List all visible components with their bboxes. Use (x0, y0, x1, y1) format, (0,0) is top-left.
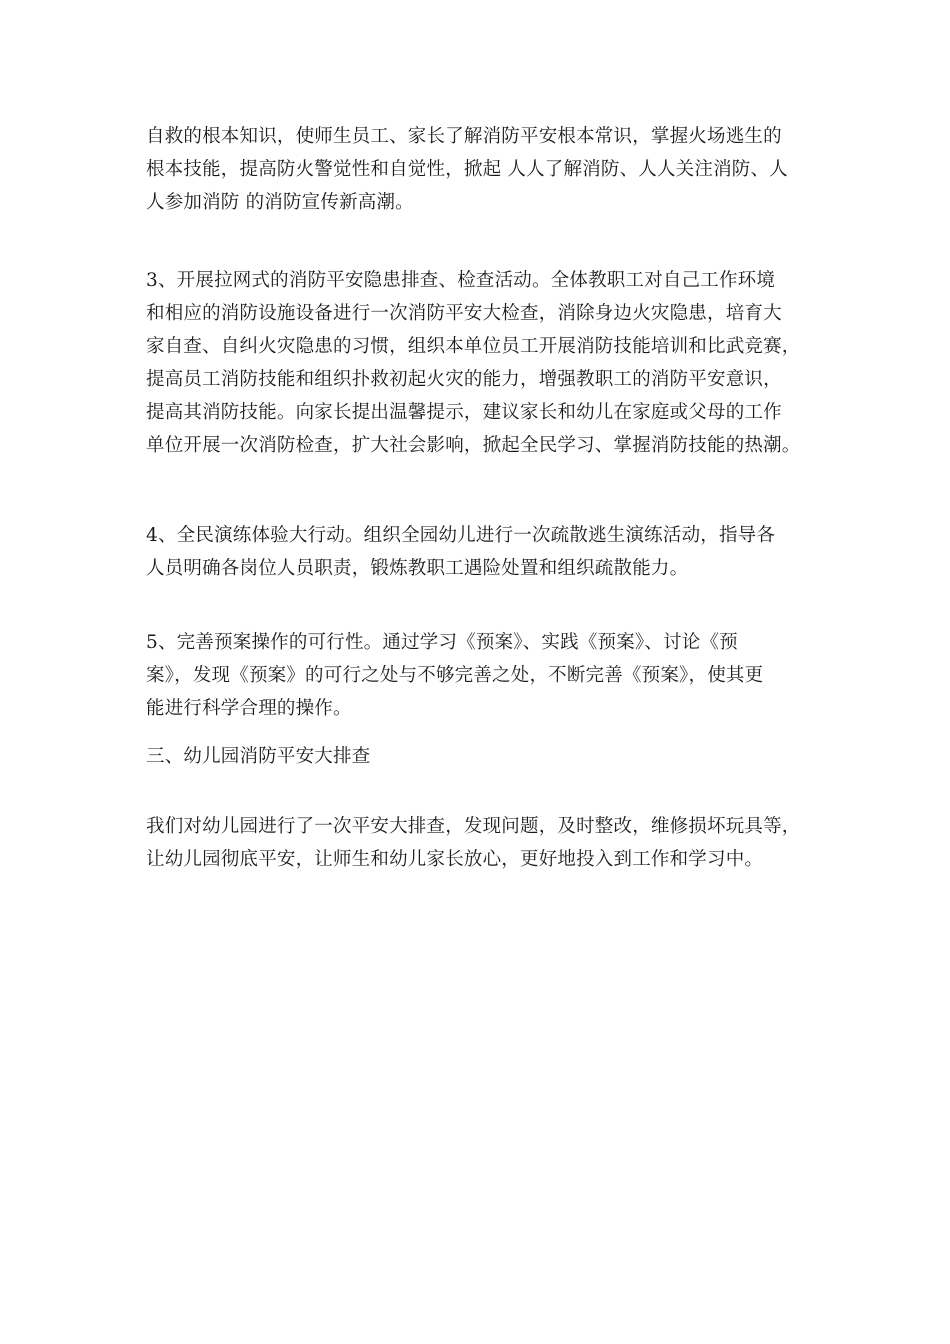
text-line: 案》，发现《预案》的可行之处与不够完善之处，不断完善《预案》，使其更 (146, 665, 764, 686)
text-line: 单位开展一次消防检查，扩大社会影响，掀起全民学习、掌握消防技能的热潮。 (146, 435, 801, 456)
section-heading-three (146, 740, 846, 773)
text-line: 让幼儿园彻底平安，让师生和幼儿家长放心，更好地投入到工作和学习中。 (146, 849, 764, 870)
text-line: 提高员工消防技能和组织扑救初起火灾的能力，增强教职工的消防平安意识， (146, 369, 782, 390)
text-line: 自救的根本知识，使师生员工、家长了解消防平安根本常识，掌握火场逃生的 (146, 126, 782, 147)
text-line: 我们对幼儿园进行了一次平安大排查，发现问题，及时整改，维修损坏玩具等， (146, 816, 801, 837)
text-line: 根本技能，提高防火警觉性和自觉性，掀起 人人了解消防、人人关注消防、人 (146, 159, 788, 180)
text-line: 人参加消防 的消防宣传新高潮。 (146, 192, 414, 213)
text-line: 3、开展拉网式的消防平安隐患排查、检查活动。全体教职工对自己工作环境 (146, 270, 776, 291)
paragraph-item-3 (146, 264, 846, 462)
text-line: 家自查、自纠火灾隐患的习惯，组织本单位员工开展消防技能培训和比武竞赛， (146, 336, 801, 357)
paragraph-item-5 (146, 626, 846, 725)
text-line: 人员明确各岗位人员职责，锻炼教职工遇险处置和组织疏散能力。 (146, 558, 689, 579)
section-heading: 三、幼儿园消防平安大排查 (146, 746, 371, 767)
paragraph-section-three-body (146, 810, 846, 876)
text-line: 5、完善预案操作的可行性。通过学习《预案》、实践《预案》、讨论《预 (146, 632, 738, 653)
text-line: 能进行科学合理的操作。 (146, 698, 352, 719)
text-line: 提高其消防技能。向家长提出温馨提示，建议家长和幼儿在家庭或父母的工作 (146, 402, 782, 423)
text-line: 4、全民演练体验大行动。组织全园幼儿进行一次疏散逃生演练活动，指导各 (146, 525, 776, 546)
paragraph-intro-continuation (146, 120, 846, 219)
text-line: 和相应的消防设施设备进行一次消防平安大检查，消除身边火灾隐患，培育大 (146, 303, 782, 324)
paragraph-item-4 (146, 519, 846, 585)
